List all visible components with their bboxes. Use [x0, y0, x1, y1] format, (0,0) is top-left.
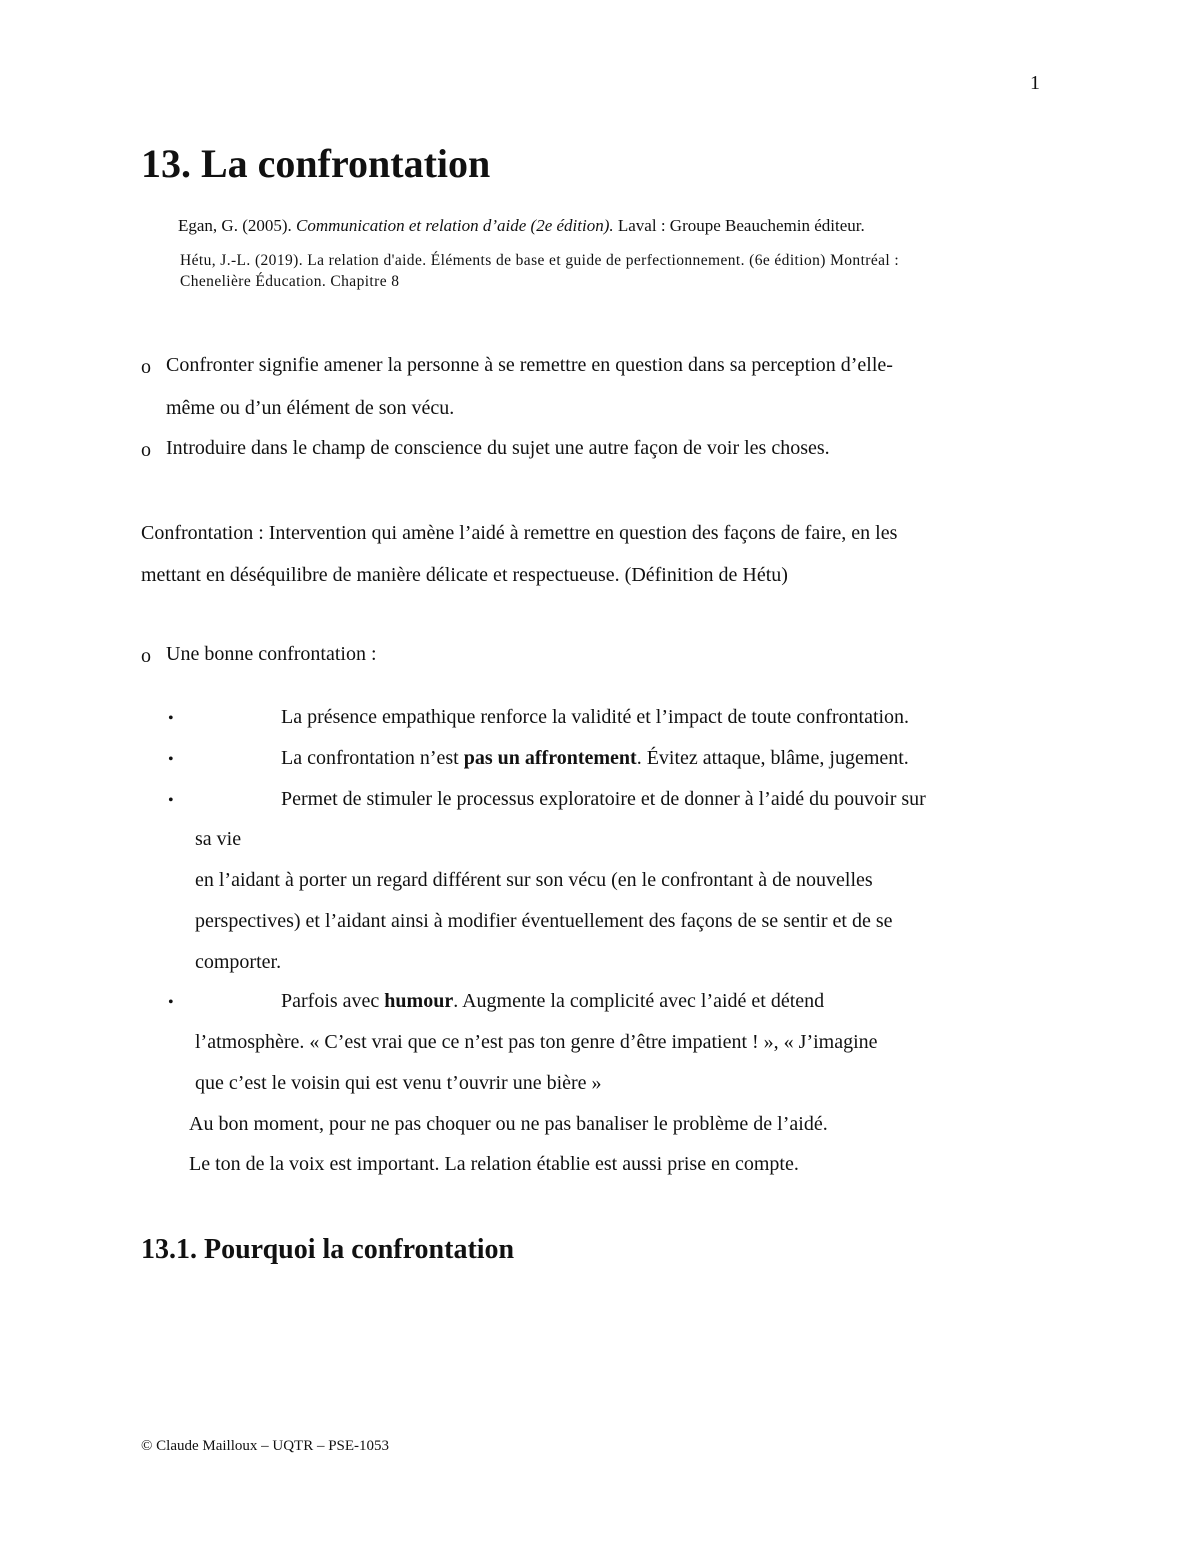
reference-egan-book-title: Communication et relation d’aide (2e édition). [296, 216, 614, 235]
bullet-marker: • [168, 710, 174, 727]
definition-line2: mettant en déséquilibre de manière délicate et respectueuse. (Définition de Hétu) [141, 564, 788, 586]
list-marker-circle: o [141, 645, 151, 667]
list-marker-circle: o [141, 439, 151, 461]
bullet-3-line4: perspectives) et l’aidant ainsi à modifier éventuellement des façons de se sentir et de se [195, 910, 893, 932]
bullet-4-line2: l’atmosphère. « C’est vrai que ce n’est pas ton genre d’être impatient ! », « J’imagine [195, 1031, 878, 1053]
page-title: 13. La confrontation [141, 141, 491, 186]
reference-hetu-line2: Chenelière Éducation. Chapitre 8 [180, 273, 400, 290]
good-confrontation-heading: Une bonne confrontation : [166, 643, 377, 665]
bullet-3-line5: comporter. [195, 951, 282, 973]
bullet-3-line3: en l’aidant à porter un regard différent sur son vécu (en le confrontant à de nouvelles [195, 869, 873, 891]
note-timing: Au bon moment, pour ne pas choquer ou ne pas banaliser le problème de l’aidé. [189, 1113, 828, 1135]
definition-line1: Confrontation : Intervention qui amène l’aidé à remettre en question des façons de faire, en les [141, 522, 898, 544]
reference-egan-prefix: Egan, G. (2005). [178, 216, 297, 235]
bullet-marker: • [168, 792, 174, 809]
bullet-3-line2: sa vie [195, 828, 242, 850]
bullet-2-prefix: La confrontation n’est [281, 747, 464, 769]
reference-egan [178, 216, 865, 236]
bullet-4-bold: humour [384, 990, 454, 1012]
bullet-marker: • [168, 994, 174, 1011]
page-number: 1 [1030, 72, 1040, 94]
bullet-3-line1: Permet de stimuler le processus exploratoire et de donner à l’aidé du pouvoir sur [281, 788, 926, 810]
bullet-4-suffix: . Augmente la complicité avec l’aidé et détend [453, 990, 825, 1012]
intro-item-2: Introduire dans le champ de conscience du sujet une autre façon de voir les choses. [166, 437, 830, 459]
intro-item-1-line1: Confronter signifie amener la personne à se remettre en question dans sa perception d’elle- [166, 354, 893, 376]
section-title: 13.1. Pourquoi la confrontation [141, 1234, 515, 1265]
bullet-4-line1 [281, 990, 824, 1013]
bullet-2 [281, 747, 909, 770]
bullet-4-line3: que c’est le voisin qui est venu t’ouvrir une bière » [195, 1072, 602, 1094]
note-voice-tone: Le ton de la voix est important. La relation établie est aussi prise en compte. [189, 1153, 799, 1175]
list-marker-circle: o [141, 356, 151, 378]
bullet-1: La présence empathique renforce la validité et l’impact de toute confrontation. [281, 706, 910, 728]
reference-hetu-line1: Hétu, J.-L. (2019). La relation d'aide. Éléments de base et guide de perfectionnement. (6e édition) Montréal : [180, 252, 900, 269]
page-footer: © Claude Mailloux – UQTR – PSE-1053 [141, 1438, 390, 1454]
reference-egan-suffix: Laval : Groupe Beauchemin éditeur. [613, 216, 865, 235]
bullet-marker: • [168, 751, 174, 768]
bullet-2-bold: pas un affrontement [463, 747, 637, 769]
bullet-2-suffix: . Évitez attaque, blâme, jugement. [636, 747, 909, 769]
intro-item-1-line2: même ou d’un élément de son vécu. [166, 397, 455, 419]
bullet-4-prefix: Parfois avec [281, 990, 385, 1012]
